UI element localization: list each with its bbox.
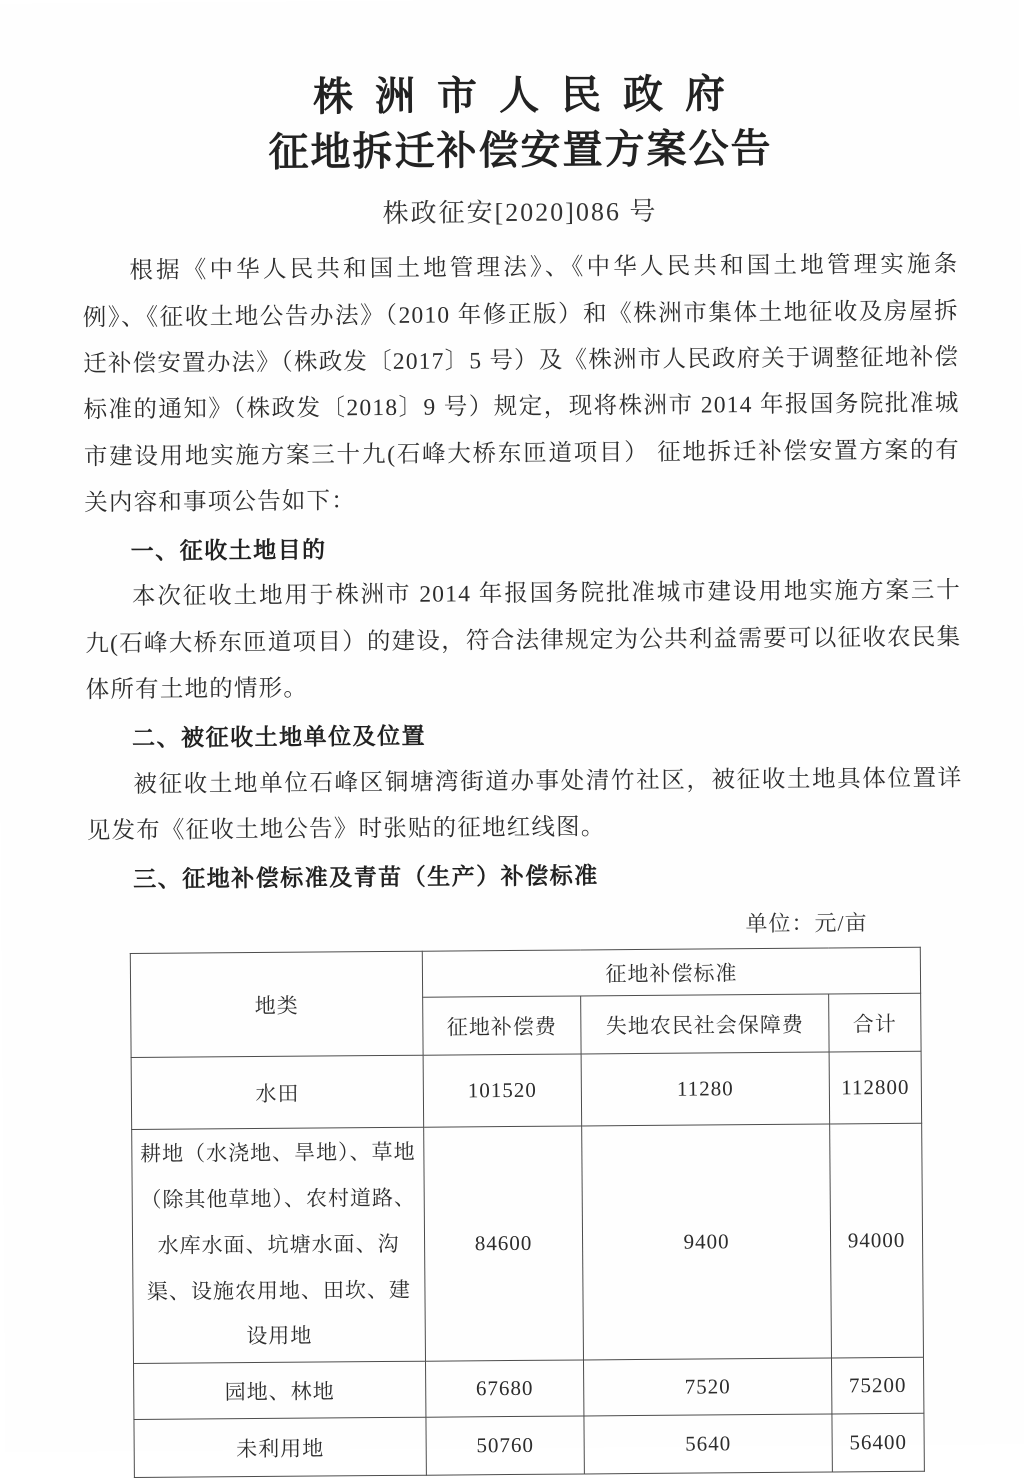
cell-compensation: 101520 (423, 1054, 582, 1127)
column-header-land-type: 地类 (130, 952, 423, 1058)
section-1-heading: 一、征收土地目的 (130, 536, 327, 565)
cell-land-type: 未利用地 (134, 1417, 426, 1477)
document-title-line1: 株洲市人民政府 (312, 71, 748, 120)
column-header-total: 合计 (829, 994, 921, 1053)
table-row (132, 1124, 924, 1364)
document-title-line2: 征地拆迁补偿安置方案公告 (268, 126, 773, 176)
column-header-social-security-fee: 失地农民社会保障费 (581, 994, 829, 1054)
table-row (131, 1052, 922, 1130)
cell-compensation: 67680 (426, 1360, 584, 1417)
document-number: 株政征安[2020]086 号 (382, 197, 658, 229)
section-2-body: 被征收土地单位石峰区铜塘湾街道办事处清竹社区，被征收土地具体位置详见发布《征收土地公告》时张贴的征地红线图。 (86, 764, 963, 845)
cell-social-security: 7520 (583, 1358, 831, 1416)
cell-total: 56400 (832, 1413, 924, 1472)
cell-total: 112800 (829, 1052, 922, 1125)
table-row (134, 1413, 924, 1477)
cell-total: 94000 (830, 1124, 924, 1359)
intro-paragraph: 根据《中华人民共和国土地管理法》、《中华人民共和国土地管理实施条例》、《征收土地公告办法》（2010 年修正版）和《株洲市集体土地征收及房屋拆迁补偿安置办法》（株政发〔2017〕5 号）及《株洲市人民政府关于调整征地补偿标准的通知》（株政发〔2018〕9 号）规定，现将株洲市 2014 年报国务院批准城市建设用地实施方案三十九(石峰大桥东匝道项目） 征地拆迁补偿安置方案的有关内容和事项公告如下： (82, 251, 960, 517)
cell-land-type: 水田 (131, 1056, 424, 1130)
column-header-land-compensation-fee: 征地补偿费 (423, 996, 581, 1055)
compensation-table-wrapper (130, 947, 968, 1478)
section-1-body: 本次征收土地用于株洲市 2014 年报国务院批准城市建设用地实施方案三十九(石峰大桥东匝道项目）的建设，符合法律规定为公共利益需要可以征收农民集体所有土地的情形。 (85, 577, 962, 704)
table-row (134, 1357, 924, 1419)
compensation-table (130, 947, 925, 1478)
section-3-heading: 三、征地补偿标准及青苗（生产）补偿标准 (133, 862, 599, 893)
column-header-compensation-standard-group: 征地补偿标准 (422, 948, 920, 998)
table-unit-label: 单位：元/亩 (745, 910, 868, 937)
cell-compensation: 84600 (424, 1126, 584, 1361)
cell-land-type: 园地、林地 (134, 1361, 426, 1419)
section-2-heading: 二、被征收土地单位及位置 (131, 722, 427, 752)
table-header-group-row (130, 948, 920, 1000)
cell-total: 75200 (831, 1357, 923, 1414)
cell-compensation: 50760 (426, 1416, 584, 1475)
cell-social-security: 5640 (584, 1414, 832, 1474)
cell-land-type: 耕地（水浇地、旱地）、草地（除其他草地）、农村道路、水库水面、坑塘水面、沟渠、设施农用地、田坎、建设用地 (132, 1128, 426, 1364)
cell-social-security: 9400 (582, 1124, 832, 1360)
cell-social-security: 11280 (581, 1052, 830, 1126)
